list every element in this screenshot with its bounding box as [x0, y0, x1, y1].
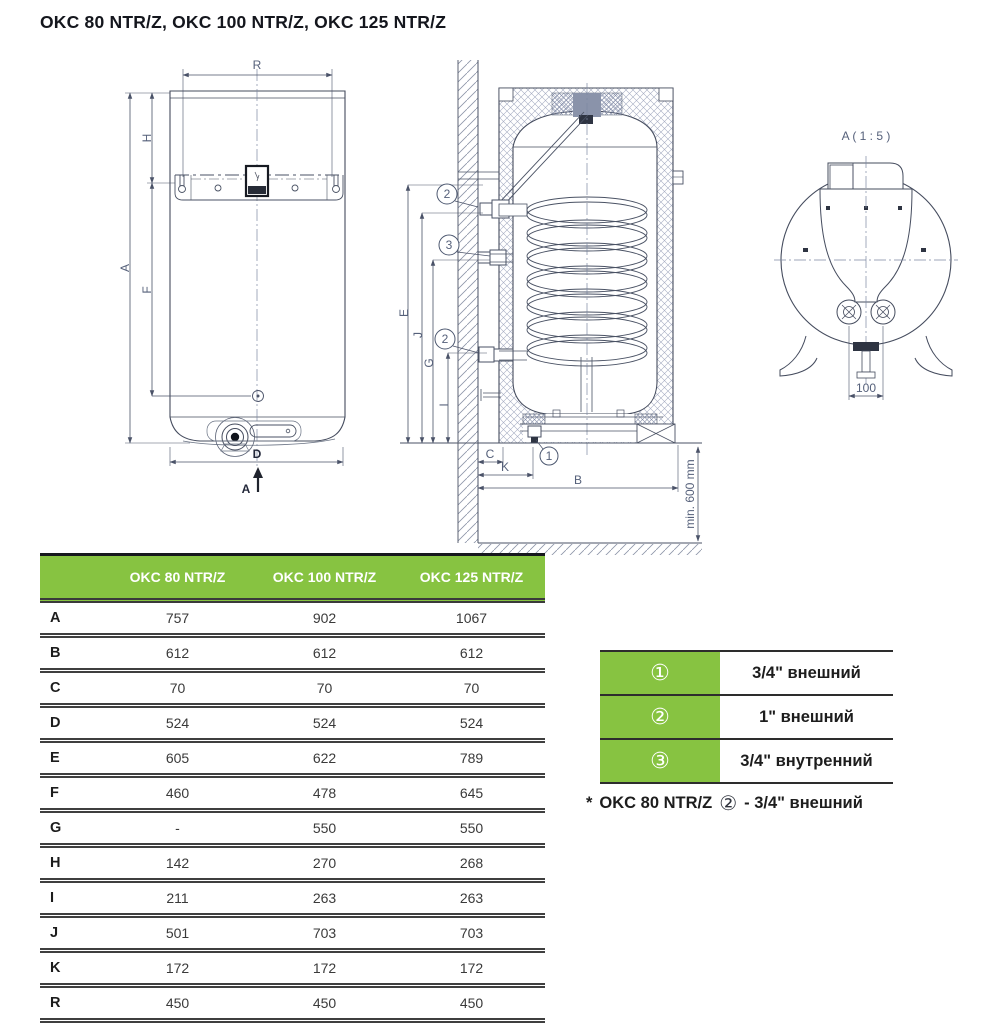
dim-row-label: E — [50, 750, 60, 766]
column-header-okc80: OKC 80 NTR/Z — [129, 569, 226, 585]
table-row — [40, 846, 545, 881]
connection-spec: 1" внешний — [759, 707, 854, 726]
footnote-marker: * — [586, 794, 593, 812]
section-view-drawing — [395, 55, 707, 555]
callout-2-badge: ② — [600, 695, 720, 739]
dim-value: 450 — [312, 995, 337, 1011]
dim-label-100: 100 — [855, 381, 877, 395]
dim-label-r: R — [252, 58, 262, 72]
detail-view-drawing — [770, 120, 990, 410]
view-arrow-label: A — [241, 482, 251, 496]
dim-value: - — [175, 820, 180, 836]
dim-row-label: I — [50, 890, 55, 906]
column-header-okc100: OKC 100 NTR/Z — [272, 569, 377, 585]
corner-cell — [40, 555, 104, 601]
dim-label-b: B — [573, 473, 583, 487]
dim-value: 460 — [165, 785, 190, 801]
table-row — [40, 916, 545, 951]
svg-text:2: 2 — [441, 332, 449, 346]
page-title: OKC 80 NTR/Z, OKC 100 NTR/Z, OKC 125 NTR/Z — [40, 12, 447, 32]
dim-label-d: D — [252, 447, 262, 461]
callout-1 — [536, 440, 558, 465]
footnote-callout-2: ② — [719, 793, 738, 815]
dim-label-g: G — [422, 358, 436, 368]
dim-lines — [125, 69, 343, 466]
footnote-spec: - 3/4" внешний — [744, 794, 863, 812]
dim-value: 703 — [459, 925, 484, 941]
dim-row-label: K — [50, 960, 61, 976]
table-row — [40, 811, 545, 846]
connection-row — [600, 695, 893, 739]
dim-label-a: A — [118, 263, 132, 273]
table-row — [40, 741, 545, 776]
dim-row-label: A — [50, 610, 61, 626]
dim-value: 263 — [459, 890, 484, 906]
detail-title: A ( 1 : 5 ) — [841, 129, 891, 143]
dim-value: 450 — [459, 995, 484, 1011]
dim-row-label: R — [50, 995, 61, 1011]
dim-value: 550 — [459, 820, 484, 836]
tank-outline — [170, 91, 345, 441]
dim-value: 645 — [459, 785, 484, 801]
svg-text:3: 3 — [445, 238, 453, 252]
dim-label-f: F — [140, 286, 154, 294]
bottom-recess-plate — [207, 421, 301, 441]
dim-label-c: C — [485, 447, 495, 461]
view-direction-arrow — [253, 467, 263, 492]
thermostat-knob — [216, 418, 255, 457]
dim-row-label: B — [50, 645, 61, 661]
dim-value: 70 — [316, 680, 333, 696]
column-header-okc125: OKC 125 NTR/Z — [419, 569, 524, 585]
dim-value: 478 — [312, 785, 337, 801]
dim-value: 450 — [165, 995, 190, 1011]
table-row — [40, 706, 545, 741]
table-row — [40, 881, 545, 916]
dim-value: 789 — [459, 750, 484, 766]
front-view-drawing — [95, 55, 385, 525]
callout-3-badge: ③ — [600, 739, 720, 783]
dim-label-h: H — [140, 133, 154, 143]
dim-value: 605 — [165, 750, 190, 766]
drain-fitting — [528, 426, 541, 437]
connection-table — [600, 650, 893, 784]
footnote — [586, 791, 863, 816]
center-bracket — [853, 342, 879, 378]
dim-value: 211 — [166, 890, 189, 906]
dim-value: 550 — [312, 820, 337, 836]
dimension-table — [40, 553, 545, 1023]
bottom-cap-wavy-line — [183, 439, 335, 445]
dim-value: 524 — [459, 715, 484, 731]
dim-value: 268 — [459, 855, 484, 871]
dim-value: 501 — [165, 925, 190, 941]
table-row — [40, 951, 545, 986]
table-row — [40, 671, 545, 706]
table-row — [40, 636, 545, 671]
terminal-box — [828, 163, 903, 189]
dim-value: 524 — [165, 715, 190, 731]
table-row — [40, 986, 545, 1021]
dim-value: 270 — [312, 855, 337, 871]
dim-value: 172 — [459, 960, 484, 976]
dim-value: 612 — [165, 645, 190, 661]
footnote-model: OKC 80 NTR/Z — [599, 794, 713, 812]
svg-text:2: 2 — [443, 187, 451, 201]
connection-spec: 3/4" внешний — [752, 663, 861, 682]
dim-value: 70 — [169, 680, 186, 696]
dim-row-label: H — [50, 855, 61, 871]
dimension-table-wrap — [40, 553, 545, 1023]
dim-value: 1067 — [455, 610, 488, 626]
dimension-table-header-row — [40, 555, 545, 601]
dim-value: 172 — [312, 960, 337, 976]
wall-hatch — [458, 60, 478, 543]
right-side-stub — [673, 171, 683, 184]
dim-row-label: D — [50, 715, 61, 731]
rating-plate — [246, 166, 268, 196]
dim-value: 70 — [463, 680, 480, 696]
dim-value: 172 — [165, 960, 190, 976]
dim-row-label: C — [50, 680, 61, 696]
table-row — [40, 601, 545, 636]
dim-value: 757 — [165, 610, 190, 626]
dim-label-k: K — [500, 460, 510, 474]
table-row — [40, 776, 545, 811]
connection-table-wrap — [600, 650, 893, 784]
dim-row-label: F — [50, 785, 59, 801]
connection-row — [600, 739, 893, 783]
connection-spec: 3/4" внутренний — [740, 751, 873, 770]
connection-row — [600, 651, 893, 695]
dim-value: 142 — [165, 855, 190, 871]
dim-value: 612 — [459, 645, 484, 661]
dim-value: 524 — [312, 715, 337, 731]
dim-label-e: E — [397, 308, 411, 318]
dim-value: 263 — [312, 890, 337, 906]
callout-1-badge: ① — [600, 651, 720, 695]
dim-value: 703 — [312, 925, 337, 941]
dim-label-j: J — [411, 332, 425, 338]
dim-row-label: J — [50, 925, 59, 941]
dim-value: 622 — [312, 750, 337, 766]
dim-value: 612 — [312, 645, 337, 661]
dim-value: 902 — [312, 610, 337, 626]
svg-text:1: 1 — [545, 449, 553, 463]
min-clearance-label: min. 600 mm — [683, 459, 697, 529]
dim-row-label: G — [50, 820, 62, 836]
dim-label-i: I — [437, 403, 451, 407]
